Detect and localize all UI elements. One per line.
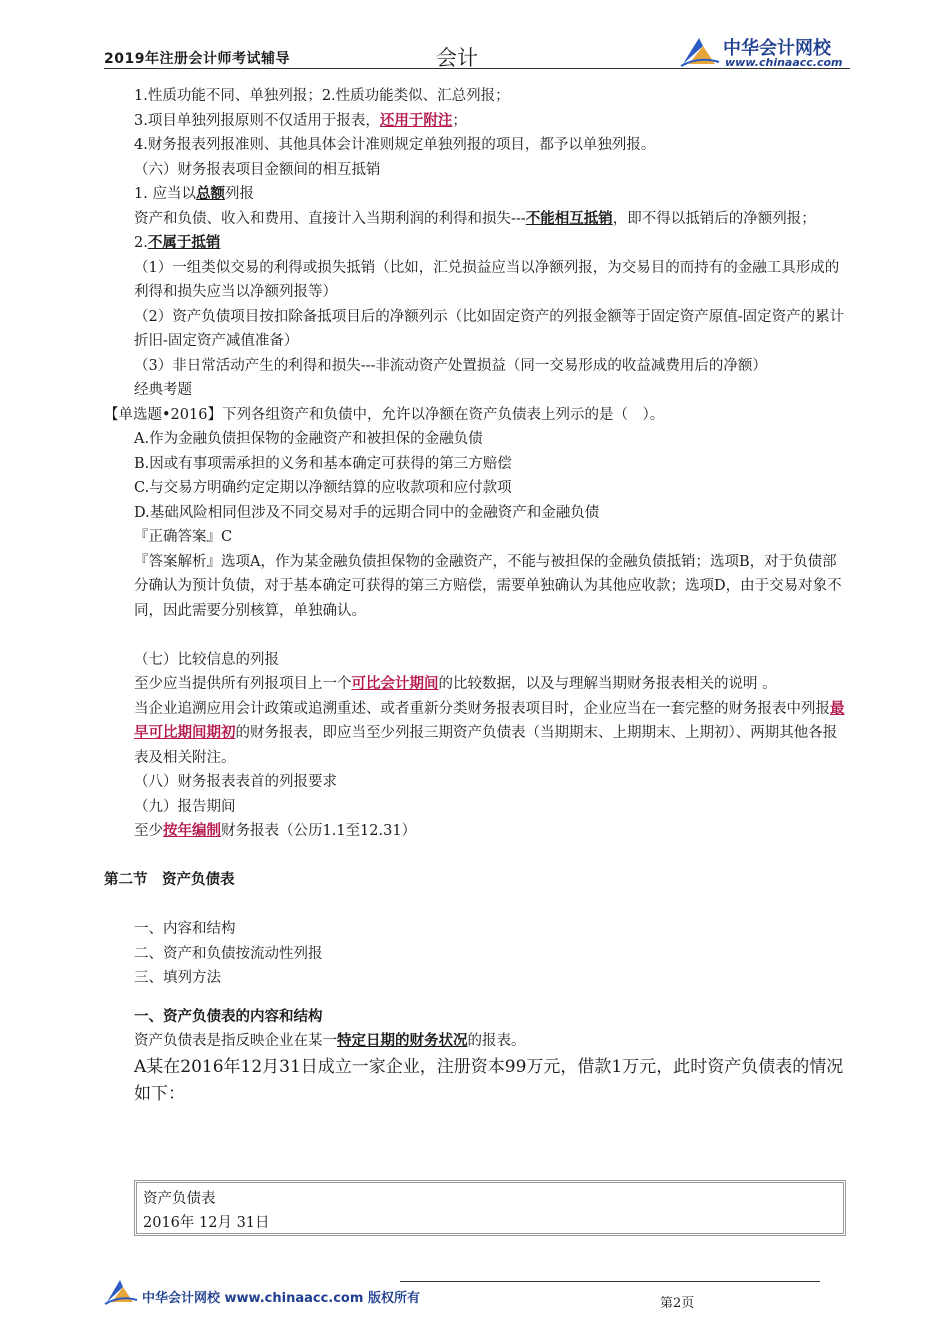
answer-option: A.作为金融负债担保物的金融资产和被担保的金融负债 <box>134 431 483 447</box>
paragraph: 4.财务报表列报准则、其他具体会计准则规定单独列报的项目，都予以单独列报。 <box>134 137 656 153</box>
correct-answer: 『正确答案』C <box>134 529 233 545</box>
footer-logo-icon <box>104 1276 138 1306</box>
paragraph: 2.不属于抵销 <box>134 234 221 251</box>
emphasis-text: 不能相互抵销 <box>525 209 613 227</box>
emphasis-text: 特定日期的财务状况 <box>337 1032 468 1049</box>
header-subject: 会计 <box>436 46 478 70</box>
header-divider <box>104 68 850 69</box>
header-course-title: 2019年注册会计师考试辅导 <box>104 51 290 67</box>
answer-option: C.与交易方明确约定定期以净额结算的应收款项和应付款项 <box>134 480 512 496</box>
page-number: 第2页 <box>660 1296 695 1311</box>
paragraph: 1.性质功能不同、单独列报；2.性质功能类似、汇总列报； <box>134 88 510 104</box>
footer-divider <box>400 1281 820 1282</box>
answer-option: D.基础风险相同但涉及不同交易对手的远期合同中的金融资产和金融负债 <box>134 504 600 521</box>
paragraph: 3.项目单独列报原则不仅适用于报表，还用于附注； <box>134 111 467 129</box>
outline-item: 一、内容和结构 <box>134 921 236 937</box>
highlight-text: 按年编制 <box>163 822 221 839</box>
emphasis-text: 不属于抵销 <box>147 234 221 251</box>
highlight-text: 还用于附注 <box>379 111 453 129</box>
footer-copyright: 中华会计网校 www.chinaacc.com 版权所有 <box>142 1291 420 1306</box>
paragraph: 资产负债表是指反映企业在某一特定日期的财务状况的报表。 <box>134 1032 526 1049</box>
paragraph: 至少应当提供所有列报项目上一个可比会计期间的比较数据，以及与理解当期财务报表相关的说明 。 <box>134 675 777 692</box>
paragraph: 至少按年编制财务报表（公历1.1至12.31） <box>134 822 417 839</box>
outline-item: 二、资产和负债按流动性列报 <box>134 945 323 962</box>
balance-sheet-box <box>134 1180 846 1236</box>
exam-question: 【单选题•2016】下列各组资产和负债中，允许以净额在资产负债表上列示的是（ ）。 <box>104 406 665 423</box>
balance-sheet-date: 2016年 12月 31日 <box>143 1215 270 1231</box>
highlight-text: 最早可比期间期初 <box>134 699 845 741</box>
section-heading: （七）比较信息的列报 <box>134 651 279 668</box>
logo-url: www.chinaacc.com <box>725 56 843 69</box>
chinaacc-logo <box>679 34 854 68</box>
outline-item: 三、填列方法 <box>134 970 221 986</box>
paragraph: （3）非日常活动产生的利得和损失---非流动资产处置损益（同一交易形成的收益减费用后的净额） <box>134 357 767 374</box>
paragraph: 资产和负债、收入和费用、直接计入当期利润的利得和损失---不能相互抵销，即不得以抵销后的净额列报； <box>134 209 816 227</box>
section-heading: （八）财务报表表首的列报要求 <box>134 774 337 790</box>
highlight-text: 可比会计期间 <box>351 675 439 692</box>
example-paragraph: A某在2016年12月31日成立一家企业，注册资本99万元，借款1万元，此时资产负债表的情况如下： <box>134 1056 844 1104</box>
page-header <box>104 34 850 72</box>
document-body <box>104 84 849 1108</box>
paragraph: （1）一组类似交易的利得或损失抵销（比如，汇兑损益应当以净额列报，为交易目的而持有的金融工具形成的利得和损失应当以净额列报等） <box>134 259 840 300</box>
chapter-heading: 第二节 资产负债表 <box>104 871 235 888</box>
paragraph: 1. 应当以总额列报 <box>134 185 254 202</box>
section-heading: （九）报告期间 <box>134 798 236 815</box>
section-heading: 一、资产负债表的内容和结构 <box>134 1007 323 1025</box>
answer-explanation: 『答案解析』选项A，作为某金融负债担保物的金融资产，不能与被担保的金融负债抵销；选项B，对于负债部分确认为预计负债，对于基本确定可获得的第三方赔偿，需要单独确认为其他应收款；选项D，由于交易对象不同，因此需要分别核算，单独确认。 <box>134 553 842 619</box>
logo-mark-icon <box>679 34 721 68</box>
paragraph: 经典考题 <box>134 382 192 398</box>
balance-sheet-title: 资产负债表 <box>143 1191 216 1207</box>
answer-option: B.因或有事项需承担的义务和基本确定可获得的第三方赔偿 <box>134 455 512 472</box>
logo-name: 中华会计网校 <box>723 38 831 59</box>
emphasis-text: 总额 <box>195 185 225 202</box>
page-footer <box>104 1276 850 1316</box>
paragraph: 当企业追溯应用会计政策或追溯重述、或者重新分类财务报表项目时，企业应当在一套完整的财务报表中列报最早可比期间期初的财务报表，即应当至少列报三期资产负债表（当期期末、上期期末、上期初）、两期其他各报表及相关附注。 <box>134 699 845 766</box>
paragraph: （2）资产负债项目按扣除备抵项目后的净额列示（比如固定资产的列报金额等于固定资产原值-固定资产的累计折旧-固定资产减值准备） <box>134 308 845 349</box>
section-heading: （六）财务报表项目金额间的相互抵销 <box>134 161 381 178</box>
